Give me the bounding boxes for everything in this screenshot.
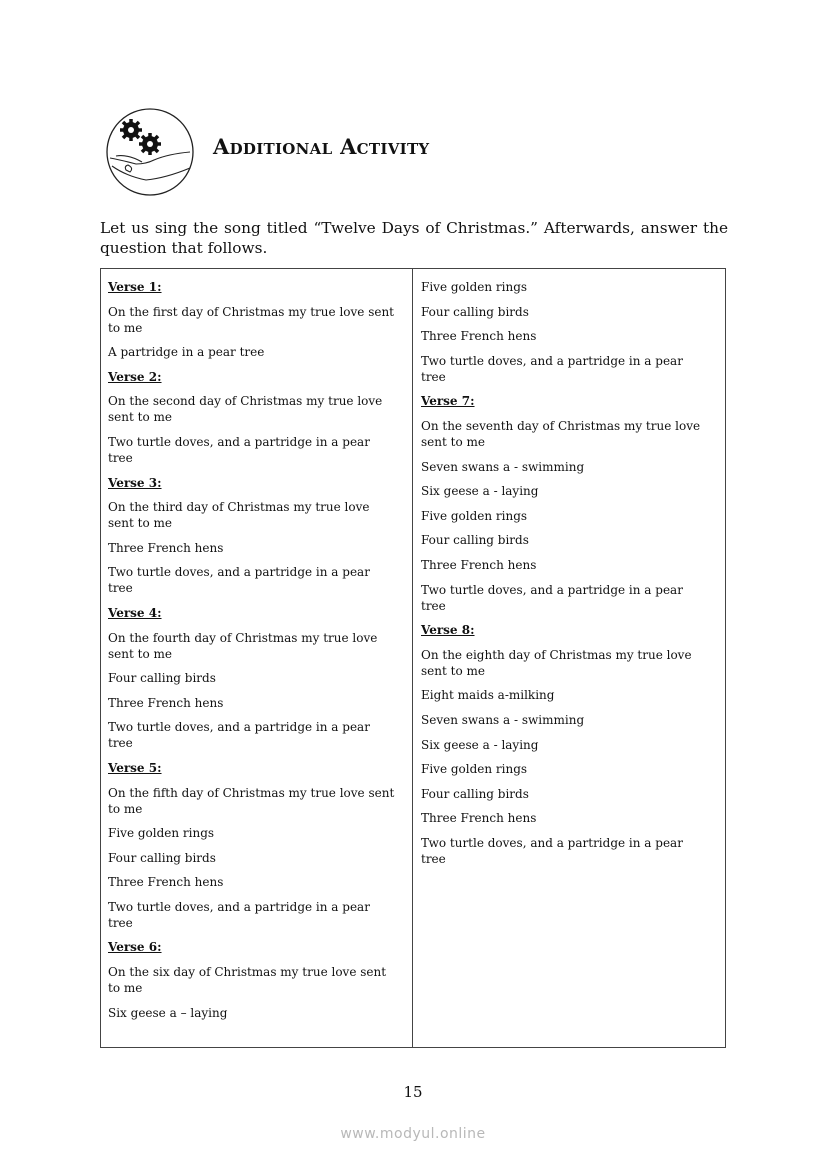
page-title: Additional Activity: [213, 134, 430, 159]
lyric-line: On the seventh day of Christmas my true love sent to me: [421, 418, 701, 449]
lyric-line: Eight maids a-milking: [421, 688, 555, 703]
lyric-line: Four calling birds: [421, 533, 529, 548]
lyric-line: Five golden rings: [108, 826, 215, 841]
lyric-line: Five golden rings: [421, 762, 528, 777]
lyric-line: Three French hens: [421, 329, 537, 344]
lyric-line: Five golden rings: [421, 508, 528, 523]
lyric-line: Two turtle doves, and a partridge in a pear tree: [421, 582, 683, 613]
lyric-line: Two turtle doves, and a partridge in a pear tree: [108, 899, 370, 930]
lyric-line: Four calling birds: [108, 850, 216, 865]
lyric-line: Six geese a – laying: [108, 1005, 228, 1020]
lyric-line: On the eighth day of Christmas my true love sent to me: [421, 647, 692, 678]
lyric-line: Seven swans a - swimming: [421, 712, 585, 727]
lyric-line: A partridge in a pear tree: [108, 345, 265, 360]
lyric-line: On the third day of Christmas my true love sent to me: [108, 500, 370, 531]
verse-heading: Verse 5:: [108, 760, 162, 775]
verse-heading: Verse 3:: [108, 475, 162, 490]
lyric-line: Two turtle doves, and a partridge in a pear tree: [108, 565, 370, 596]
verse-heading: Verse 6:: [108, 940, 162, 955]
lyric-line: Four calling birds: [108, 671, 216, 686]
verse-heading: Verse 4:: [108, 605, 162, 620]
lyric-line: On the six day of Christmas my true love sent to me: [108, 965, 387, 996]
lyric-line: Two turtle doves, and a partridge in a pear tree: [421, 353, 683, 384]
lyric-line: Two turtle doves, and a partridge in a pear tree: [421, 835, 683, 866]
page-number: 15: [403, 1083, 423, 1101]
watermark: www.modyul.online: [340, 1126, 486, 1142]
verse-heading: Verse 2:: [108, 369, 162, 384]
lyrics-table: [100, 268, 726, 1048]
instructions: Let us sing the song titled “Twelve Days of Christmas.” Afterwards, answer the question that follows.: [100, 219, 728, 257]
lyric-line: Seven swans a - swimming: [421, 459, 585, 474]
verse-heading: Verse 8:: [421, 623, 475, 638]
lyric-line: Three French hens: [108, 695, 224, 710]
lyric-line: Three French hens: [108, 875, 224, 890]
lyric-line: Four calling birds: [421, 786, 529, 801]
lyric-line: On the fourth day of Christmas my true love sent to me: [108, 630, 378, 661]
lyrics-column-right: [413, 269, 725, 1047]
lyrics-column-left: [101, 269, 413, 1047]
verse-heading: Verse 1:: [108, 280, 162, 294]
verse-heading: Verse 7:: [421, 394, 475, 409]
lyric-line: On the second day of Christmas my true love sent to me: [108, 394, 383, 425]
lyric-line: Three French hens: [421, 557, 537, 572]
lyric-line: Six geese a - laying: [421, 737, 539, 752]
lyric-line: Five golden rings: [421, 280, 528, 294]
lyric-line: Four calling birds: [421, 304, 529, 319]
lyric-line: Two turtle doves, and a partridge in a pear tree: [108, 720, 370, 751]
gears-in-hand-icon: [106, 108, 194, 196]
lyric-line: Three French hens: [108, 540, 224, 555]
lyric-line: Two turtle doves, and a partridge in a pear tree: [108, 434, 370, 465]
lyric-line: On the first day of Christmas my true love sent to me: [108, 304, 395, 335]
lyric-line: Three French hens: [421, 811, 537, 826]
lyric-line: Six geese a - laying: [421, 484, 539, 499]
lyric-line: On the fifth day of Christmas my true love sent to me: [108, 785, 395, 816]
